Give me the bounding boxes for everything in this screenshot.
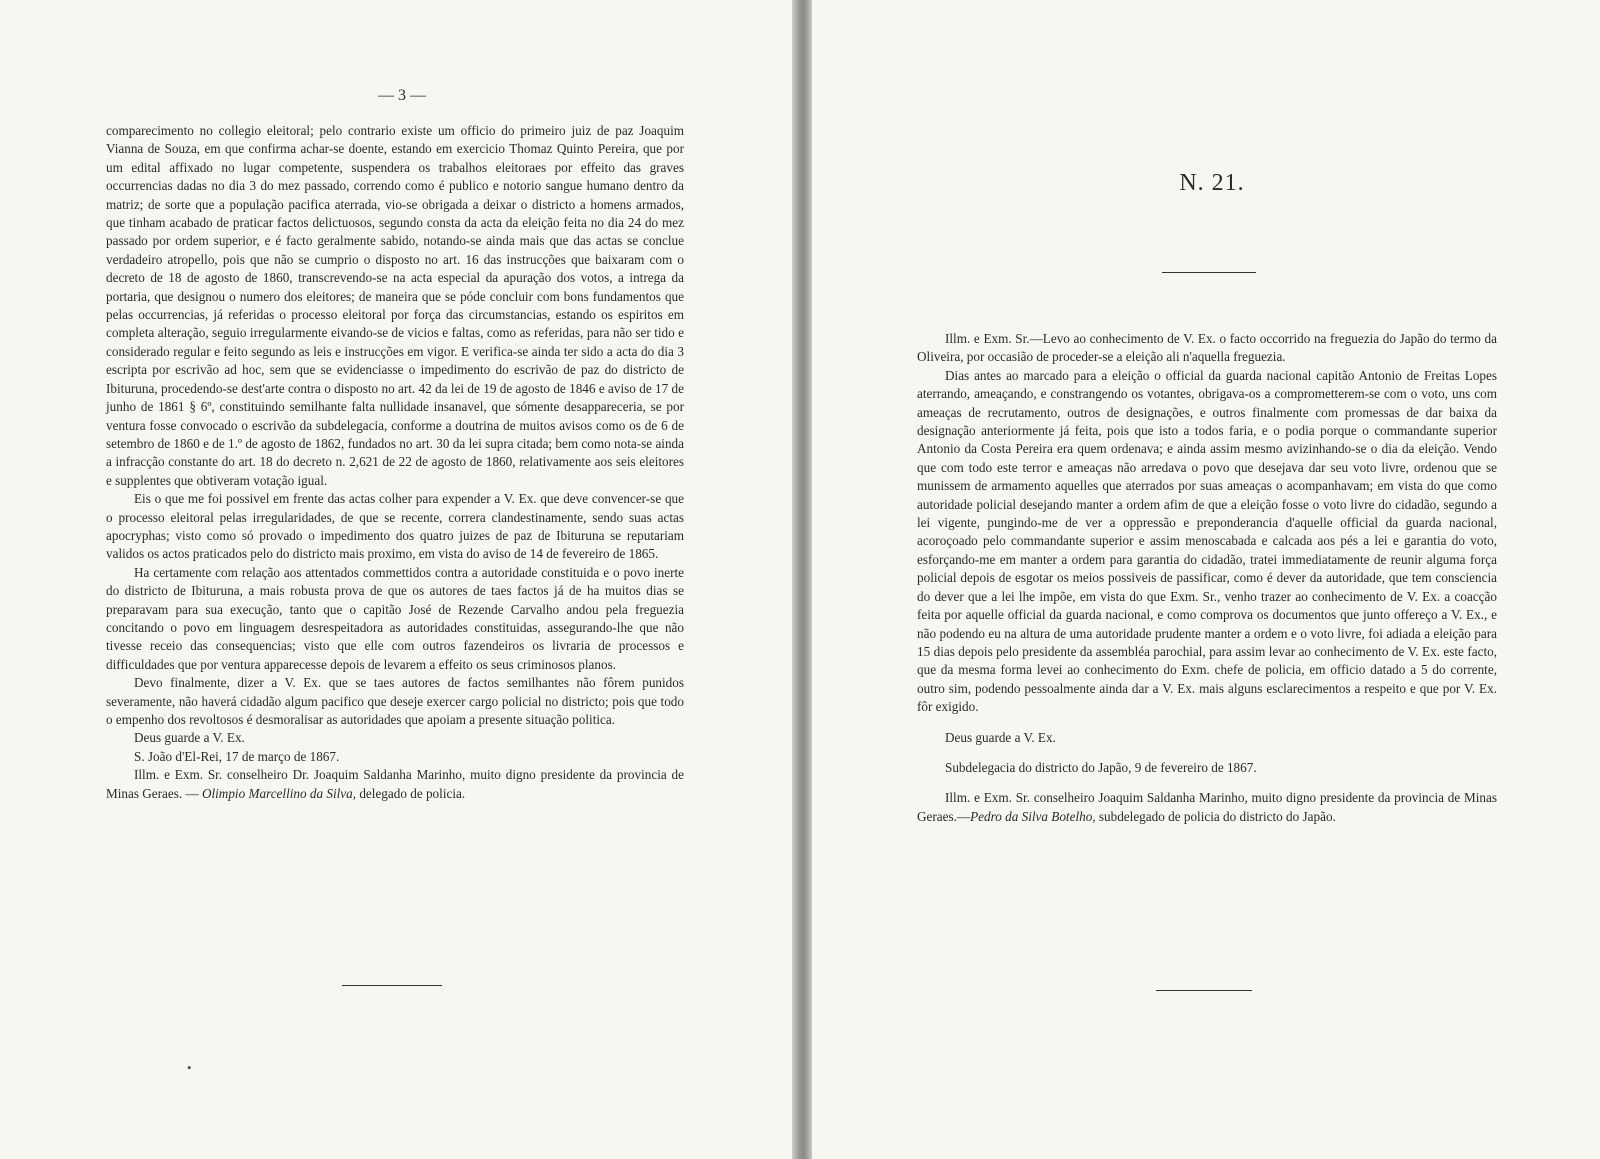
paragraph: Eis o que me foi possivel em frente das actas colher para expender a V. Ex. que deve convencer-se que o processo eleitoral pelas irregularidades, de que se recente, correra clandestinamente, sendo suas actas apocryphas; visto como só provado o impedimento dos quatro juizes de paz de Ibituruna se reputariam validos os actos praticados pelo do districto mais proximo, em vista do aviso de 14 de fevereiro de 1865. bbox=[106, 491, 684, 562]
title-rule bbox=[1162, 272, 1256, 273]
right-page-body bbox=[917, 330, 1497, 826]
book-gutter bbox=[792, 0, 812, 1159]
paragraph: Illm. e Exm. Sr.—Levo ao conhecimento de V. Ex. o facto occorrido na freguezia do Japão do termo da Oliveira, por occasião de proceder-se a eleição ali n'aquella freguezia. bbox=[917, 331, 1497, 365]
document-number: N. 21. bbox=[1179, 170, 1245, 196]
end-rule bbox=[1156, 990, 1252, 991]
address-line bbox=[917, 789, 1497, 826]
left-page bbox=[0, 0, 792, 1159]
address: Illm. e Exm. Sr. conselheiro Joaquim Saldanha Marinho, muito digno presidente da provincia de Minas Geraes.— bbox=[917, 790, 1497, 824]
place-date: S. João d'El-Rei, 17 de março de 1867. bbox=[134, 748, 340, 764]
place-date: Subdelegacia do districto do Japão, 9 de fevereiro de 1867. bbox=[945, 759, 1257, 775]
right-page bbox=[812, 0, 1600, 1159]
signature-role: delegado de policia. bbox=[359, 785, 466, 801]
closing: Deus guarde a V. Ex. bbox=[134, 730, 245, 746]
address-line bbox=[106, 766, 684, 803]
closing: Deus guarde a V. Ex. bbox=[945, 729, 1056, 745]
paragraph: Dias antes ao marcado para a eleição o official da guarda nacional capitão Antonio de Freitas Lopes aterrando, ameaçando, e constrangendo os votantes, obrigava-os a comprometterem-se com o voto, uns com ameaças de recrutamento, outros de designações, e outros finalmente com promessas de dar baixa da designação anteriormente já feita, pois que isto a todos faria, e o podia porque o commandante superior Antonio da Costa Pereira era quem ordenava; e ainda assim mesmo avizinhando-se o dia da eleição. Vendo que com todo este terror e ameaças não arredava o povo que desejava dar seu voto livre, ordenou que se munissem de armamento aquelles que aterrados por suas ameaças o acompanhavam; em vista do que como autoridade policial desejando manter a ordem afim de que a eleição fosse o voto livre do cidadão, segundo a lei vigente, pungindo-me de ver a oppressão e preponderancia d'aquelle official da guarda nacional, acoroçoado pelo commandante superior e assim menoscabada e calcada aos pés a lei e garantia do voto, esforçando-me em manter a ordem para garantia do cidadão, tratei immediatamente de reunir alguma força policial depois de esgotar os meios possiveis de passificar, como é dever da autoridade, que tem consciencia do dever que a lei lhe impõe, em vista do que Exm. Sr., venho trazer ao conhecimento de V. Ex. a coacção feita por aquelle official da guarda nacional, e como comprova os documentos que junto offereço a V. Ex., e não podendo eu na altura de uma autoridade prudente manter a ordem e o voto livre, foi adiada a eleição para 15 dias depois pelo presidente da assembléa parochial, para assim levar ao conhecimento de V. Ex. este facto, que da mesma forma levei ao conhecimento do Exm. chefe de policia, em officio datado a 5 do corrente, outro sim, podendo pessoalmente ainda dar a V. Ex. mais alguns esclarecimentos a respeito e que por V. Ex. fôr exigido. bbox=[917, 367, 1497, 715]
paragraph: comparecimento no collegio eleitoral; pelo contrario existe um officio do primeiro juiz de paz Joaquim Vianna de Souza, em que confirma achar-se doente, estando em exercicio Thomaz Quinto Pereira, que por um edital affixado no lugar competente, suspendera os trabalhos eleitoraes por effeito das graves occurrencias dadas no dia 3 do mez passado, correndo como é publico e notorio sangue humano dentro da matriz; de sorte que a população pacifica aterrada, vio-se obrigada a deixar o districto a homens armados, que tinham acabado de praticar factos delictuosos, segundo consta da acta da eleição feita no dia 24 do mez passado por ordem superior, e é facto geralmente sabido, notando-se ainda mais que das actas se conclue verdadeiro atropello, pois que não se cumprio o disposto no art. 16 das instrucções que baixaram com o decreto de 18 de agosto de 1860, transcrevendo-se na acta especial da apuração dos votos, a intrega da portaria, que designou o numero dos eleitores; de maneira que se póde concluir com bons fundamentos que pelas occurrencias, já referidas o processo eleitoral por força das circumstancias, estando os espiritos em completa alteração, seguio irregularmente eivando-se de vicios e faltas, como as referidas, para não ser tido e considerado regular e feito segundo as leis e instrucções em vigor. E verifica-se ainda ter sido a acta do dia 3 escripta por escrivão ad hoc, sem que se evidenciasse o impedimento do escrivão de paz do districto de Ibituruna, procedendo-se dest'arte contra o disposto no art. 42 da lei de 19 de agosto de 1846 e aviso de 17 de junho de 1861 § 6º, constituindo semilhante falta nullidade insanavel, que sómente desappareceria, se por ventura fosse convocado o escrivão da subdelegacia, conforme a doutrina de muitos avisos como os de 6 de setembro de 1860 e de 1.º de agosto de 1862, fundados no art. 30 da lei supra citada; bem como nota-se ainda a infracção constante do art. 18 do decreto n. 2,621 de 22 de agosto de 1860, relativamente aos seis eleitores e supplentes que obtiveram votação igual. bbox=[106, 123, 684, 488]
paragraph: Devo finalmente, dizer a V. Ex. que se taes autores de factos semilhantes não fôrem punidos severamente, não haverá cidadão algum pacifico que deseje exercer cargo policial no districto; pois que todo o empenho dos revoltosos é desmoralisar as autoridades que apoiam a presente situação politica. bbox=[106, 675, 684, 727]
left-page-body bbox=[106, 122, 684, 803]
end-rule bbox=[342, 985, 442, 986]
signature-role: subdelegado de policia do districto do Japão. bbox=[1098, 808, 1336, 824]
page-speck: • bbox=[186, 1062, 193, 1075]
signature: Pedro da Silva Botelho, bbox=[970, 808, 1096, 824]
paragraph: Ha certamente com relação aos attentados commettidos contra a autoridade constituida e o povo inerte do districto de Ibituruna, a mais robusta prova de que os autores de taes factos já de ha muitos dias se preparavam para sua execução, tanto que o capitão José de Rezende Carvalho andou pela freguezia concitando o povo em linguagem desrespeitadora as autoridades constituidas, assegurando-lhe que não tivesse receio das consequencias; visto que elle com outros fazendeiros os livraria de processos e difficuldades que por ventura apparecesse depois de levarem a effeito os seus criminosos planos. bbox=[106, 564, 684, 672]
page-number: — 3 — bbox=[378, 87, 426, 104]
address: Illm. e Exm. Sr. conselheiro Dr. Joaquim Saldanha Marinho, muito digno presidente da provincia de Minas Geraes. — bbox=[106, 767, 684, 801]
signature: Olimpio Marcellino da Silva, bbox=[201, 785, 357, 801]
